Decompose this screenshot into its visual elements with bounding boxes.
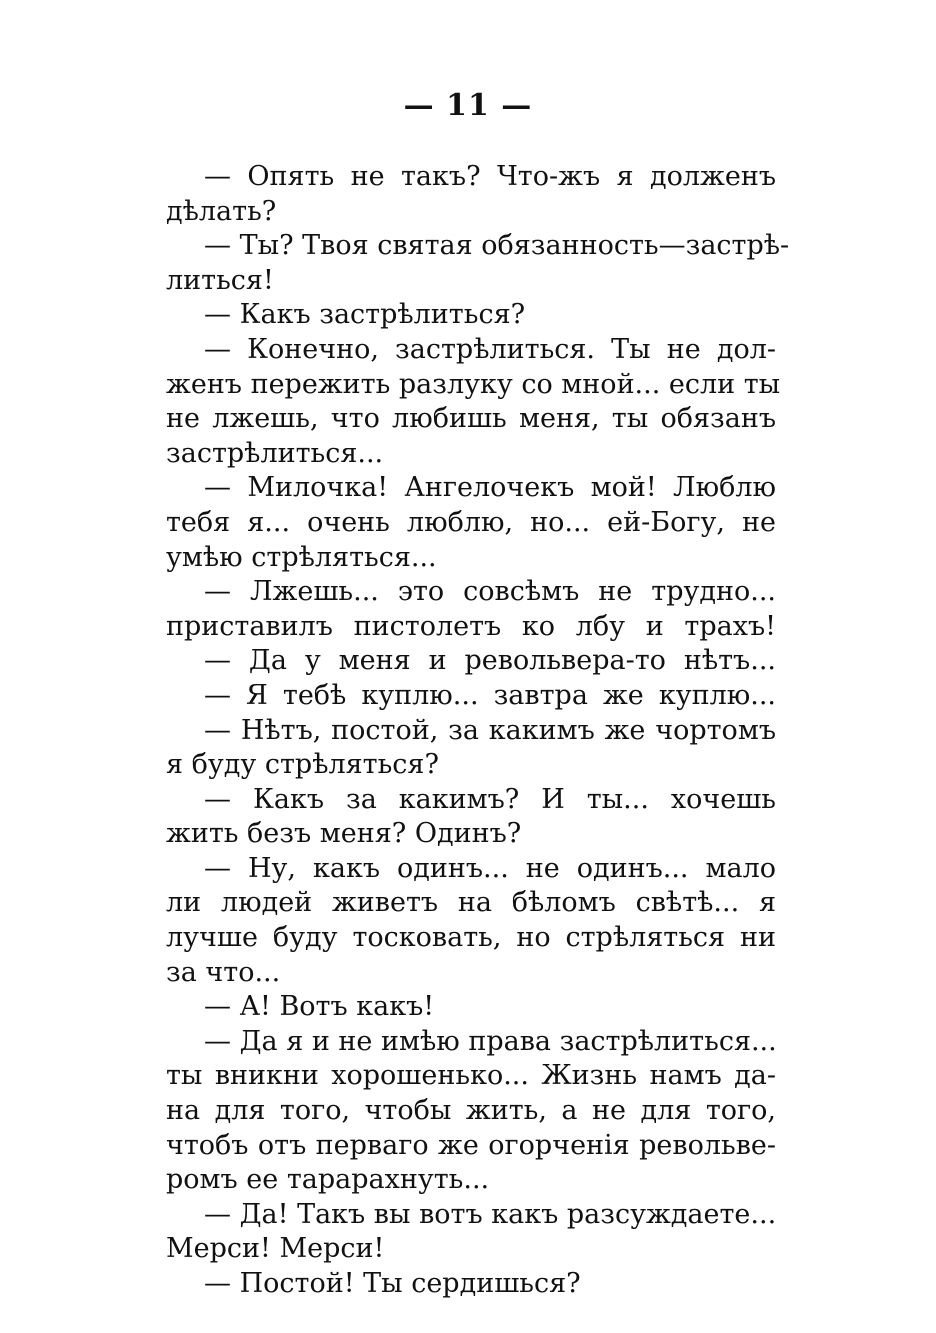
text-line: — Опять не такъ? Что-жъ я долженъ [204,161,776,192]
text-line: — Да у меня и револьвера-то нѣтъ... [204,645,776,677]
text-line: не лжешь, что любишь меня, ты обязанъ [166,403,776,435]
text-line: на для того, чтобы жить, а не для того, [166,1095,776,1127]
text-line: — Какъ за какимъ? И ты... хочешь [204,783,776,815]
text-line: за что... [166,956,281,988]
text-line: — Лжешь... это совсѣмъ не трудно... [204,576,776,608]
text-line: — Какъ застрѣлиться? [204,299,526,331]
text-line: застрѣлиться... [166,437,384,469]
text-line: я буду стрѣляться? [166,749,439,781]
text-line: — Да! Такъ вы вотъ какъ разсуждаете... [204,1198,777,1230]
text-line: — Нѣтъ, постой, за какимъ же чортомъ [204,714,776,746]
text-line: — Ты? Твоя святая обязанность—застрѣ- [204,230,790,262]
text-line: дѣлать? [166,195,277,227]
text-line: приставилъ пистолетъ ко лбу и трахъ! [166,610,776,642]
text-line: — Милочка! Ангелочекъ мой! Люблю [204,472,776,504]
text-line: — Да я и не имѣю права застрѣлиться... [204,1025,777,1057]
text-line: — Я тебѣ куплю... завтра же куплю... [204,679,776,711]
text-line: — Постой! Ты сердишься? [204,1268,581,1299]
text-line: — Конечно, застрѣлиться. Ты не дол- [204,333,776,365]
text-line: лучше буду тосковать, но стрѣляться ни [166,922,776,954]
text-line: ли людей живетъ на бѣломъ свѣтѣ... я [166,887,776,919]
text-line: литься! [166,264,274,296]
text-line: ты вникни хорошенько... Жизнь намъ да- [166,1060,776,1092]
text-line: чтобъ отъ перваго же огорченія револьве- [166,1129,776,1161]
page-number: — 11 — [403,88,533,123]
text-line: Мерси! Мерси! [166,1233,385,1265]
text-line: — Ну, какъ одинъ... не одинъ... мало [204,852,776,884]
text-line: тебя я... очень люблю, но... ей-Богу, не [166,506,776,538]
text-line: — А! Вотъ какъ! [204,991,435,1023]
body-text [166,160,790,1302]
text-line: умѣю стрѣляться... [166,541,437,573]
text-line: женъ пережить разлуку со мной... если ты [166,368,781,400]
text-line: ромъ ее тарарахнуть... [166,1164,490,1196]
text-line: жить безъ меня? Одинъ? [166,818,522,850]
